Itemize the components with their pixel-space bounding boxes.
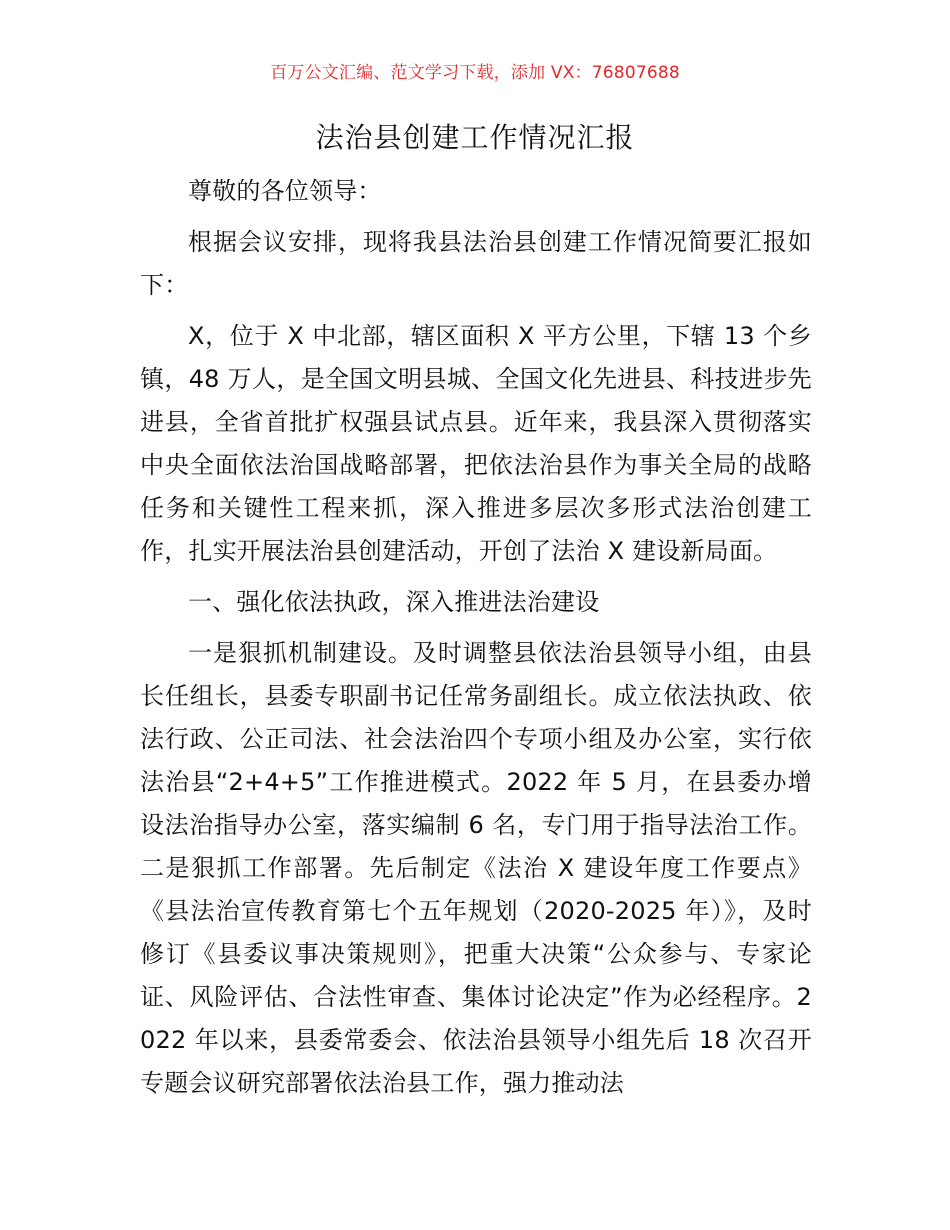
section-heading-1: 一、强化依法执政，深入推进法治建设	[188, 588, 600, 616]
header-watermark-note: 百万公文汇编、范文学习下载，添加 VX：76807688	[270, 63, 680, 83]
document-body	[140, 170, 812, 1105]
paragraph-intro: 根据会议安排，现将我县法治县创建工作情况简要汇报如下：	[140, 228, 812, 299]
document-title: 法治县创建工作情况汇报	[315, 121, 635, 154]
salutation: 尊敬的各位领导：	[188, 177, 382, 205]
paragraph-county-overview: X，位于 X 中北部，辖区面积 X 平方公里，下辖 13 个乡镇，48 万人，是全国文明县城、全国文化先进县、科技进步先进县，全省首批扩权强县试点县。近年来，我县深入贯彻落实中央全面依法治国战略部署，把依法治县作为事关全局的战略任务和关键性工程来抓，深入推进多层次多形式法治创建工作，扎实开展法治县创建活动，开创了法治 X 建设新局面。	[140, 322, 812, 565]
paragraph-mechanism: 一是狠抓机制建设。及时调整县依法治县领导小组，由县长任组长，县委专职副书记任常务副组长。成立依法执政、依法行政、公正司法、社会法治四个专项小组及办公室，实行依法治县“2+4+5”工作推进模式。2022 年 5 月，在县委办增设法治指导办公室，落实编制 6 名，专门用于指导法治工作。二是狠抓工作部署。先后制定《法治 X 建设年度工作要点》《县法治宣传教育第七个五年规划（2020-2025 年）》，及时修订《县委议事决策规则》，把重大决策“公众参与、专家论证、风险评估、合法性审查、集体讨论决定”作为必经程序。2022 年以来，县委常委会、依法治县领导小组先后 18 次召开专题会议研究部署依法治县工作，强力推动法	[140, 639, 812, 1097]
